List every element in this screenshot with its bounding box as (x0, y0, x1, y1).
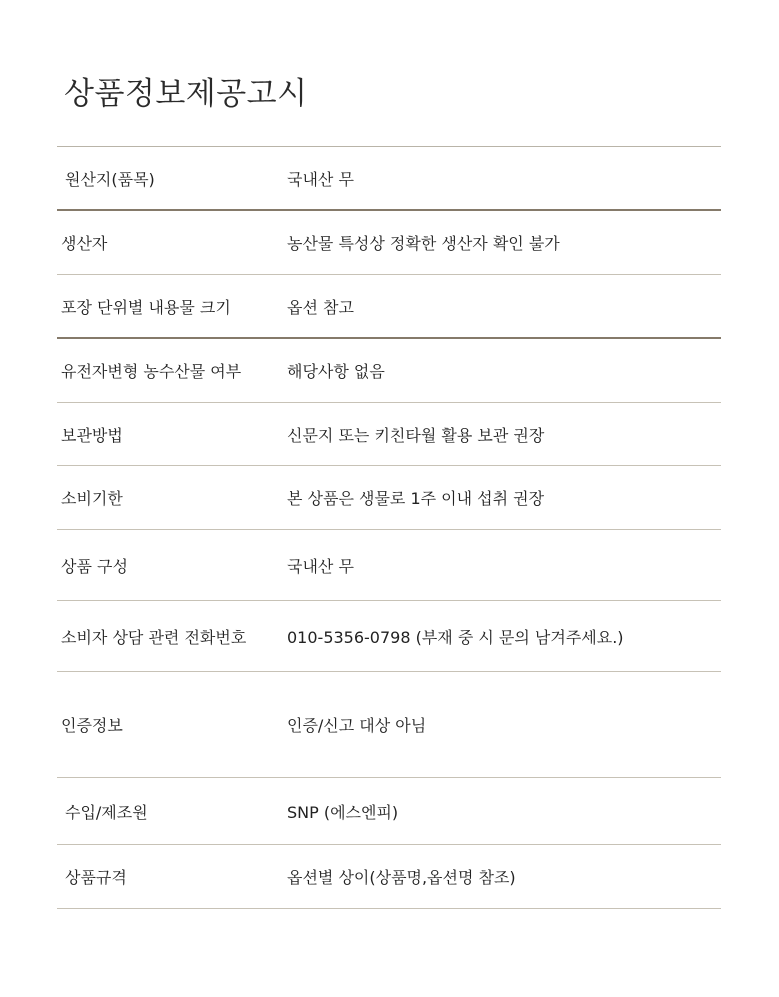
table-row (57, 672, 721, 778)
row-value: 해당사항 없음 (287, 362, 385, 381)
table-row (57, 403, 721, 466)
table-row (57, 147, 721, 211)
row-value: SNP (에스엔피) (287, 802, 399, 822)
row-label: 원산지(품목) (65, 169, 155, 189)
row-value: 010-5356-0798 (부재 중 시 문의 남겨주세요.) (287, 627, 624, 647)
row-value: 농산물 특성상 정확한 생산자 확인 불가 (287, 234, 560, 253)
table-row (57, 339, 721, 403)
row-label: 소비자 상담 관련 전화번호 (61, 627, 247, 647)
row-value: 본 상품은 생물로 1주 이내 섭취 권장 (287, 489, 545, 508)
table-row (57, 601, 721, 672)
table-row (57, 845, 721, 909)
page-title: 상품정보제공고시 (64, 76, 308, 112)
row-label: 보관방법 (61, 425, 123, 445)
row-value: 국내산 무 (287, 556, 354, 576)
row-value: 옵션별 상이(상품명,옵션명 참조) (287, 868, 516, 887)
table-row (57, 275, 721, 339)
row-label: 상품규격 (65, 868, 127, 887)
row-label: 인증정보 (61, 716, 123, 735)
table-row (57, 466, 721, 530)
row-label: 수입/제조원 (65, 802, 148, 822)
row-label: 유전자변형 농수산물 여부 (61, 362, 242, 381)
row-label: 생산자 (61, 234, 108, 253)
table-row (57, 211, 721, 275)
row-label: 상품 구성 (61, 556, 128, 576)
row-value: 국내산 무 (287, 169, 354, 189)
product-info-table (57, 146, 721, 909)
row-label: 소비기한 (61, 489, 123, 508)
table-row (57, 530, 721, 601)
table-row (57, 778, 721, 845)
row-value: 신문지 또는 키친타월 활용 보관 권장 (287, 425, 545, 445)
row-value: 인증/신고 대상 아님 (287, 716, 427, 735)
row-label: 포장 단위별 내용물 크기 (61, 297, 231, 317)
row-value: 옵션 참고 (287, 297, 354, 317)
